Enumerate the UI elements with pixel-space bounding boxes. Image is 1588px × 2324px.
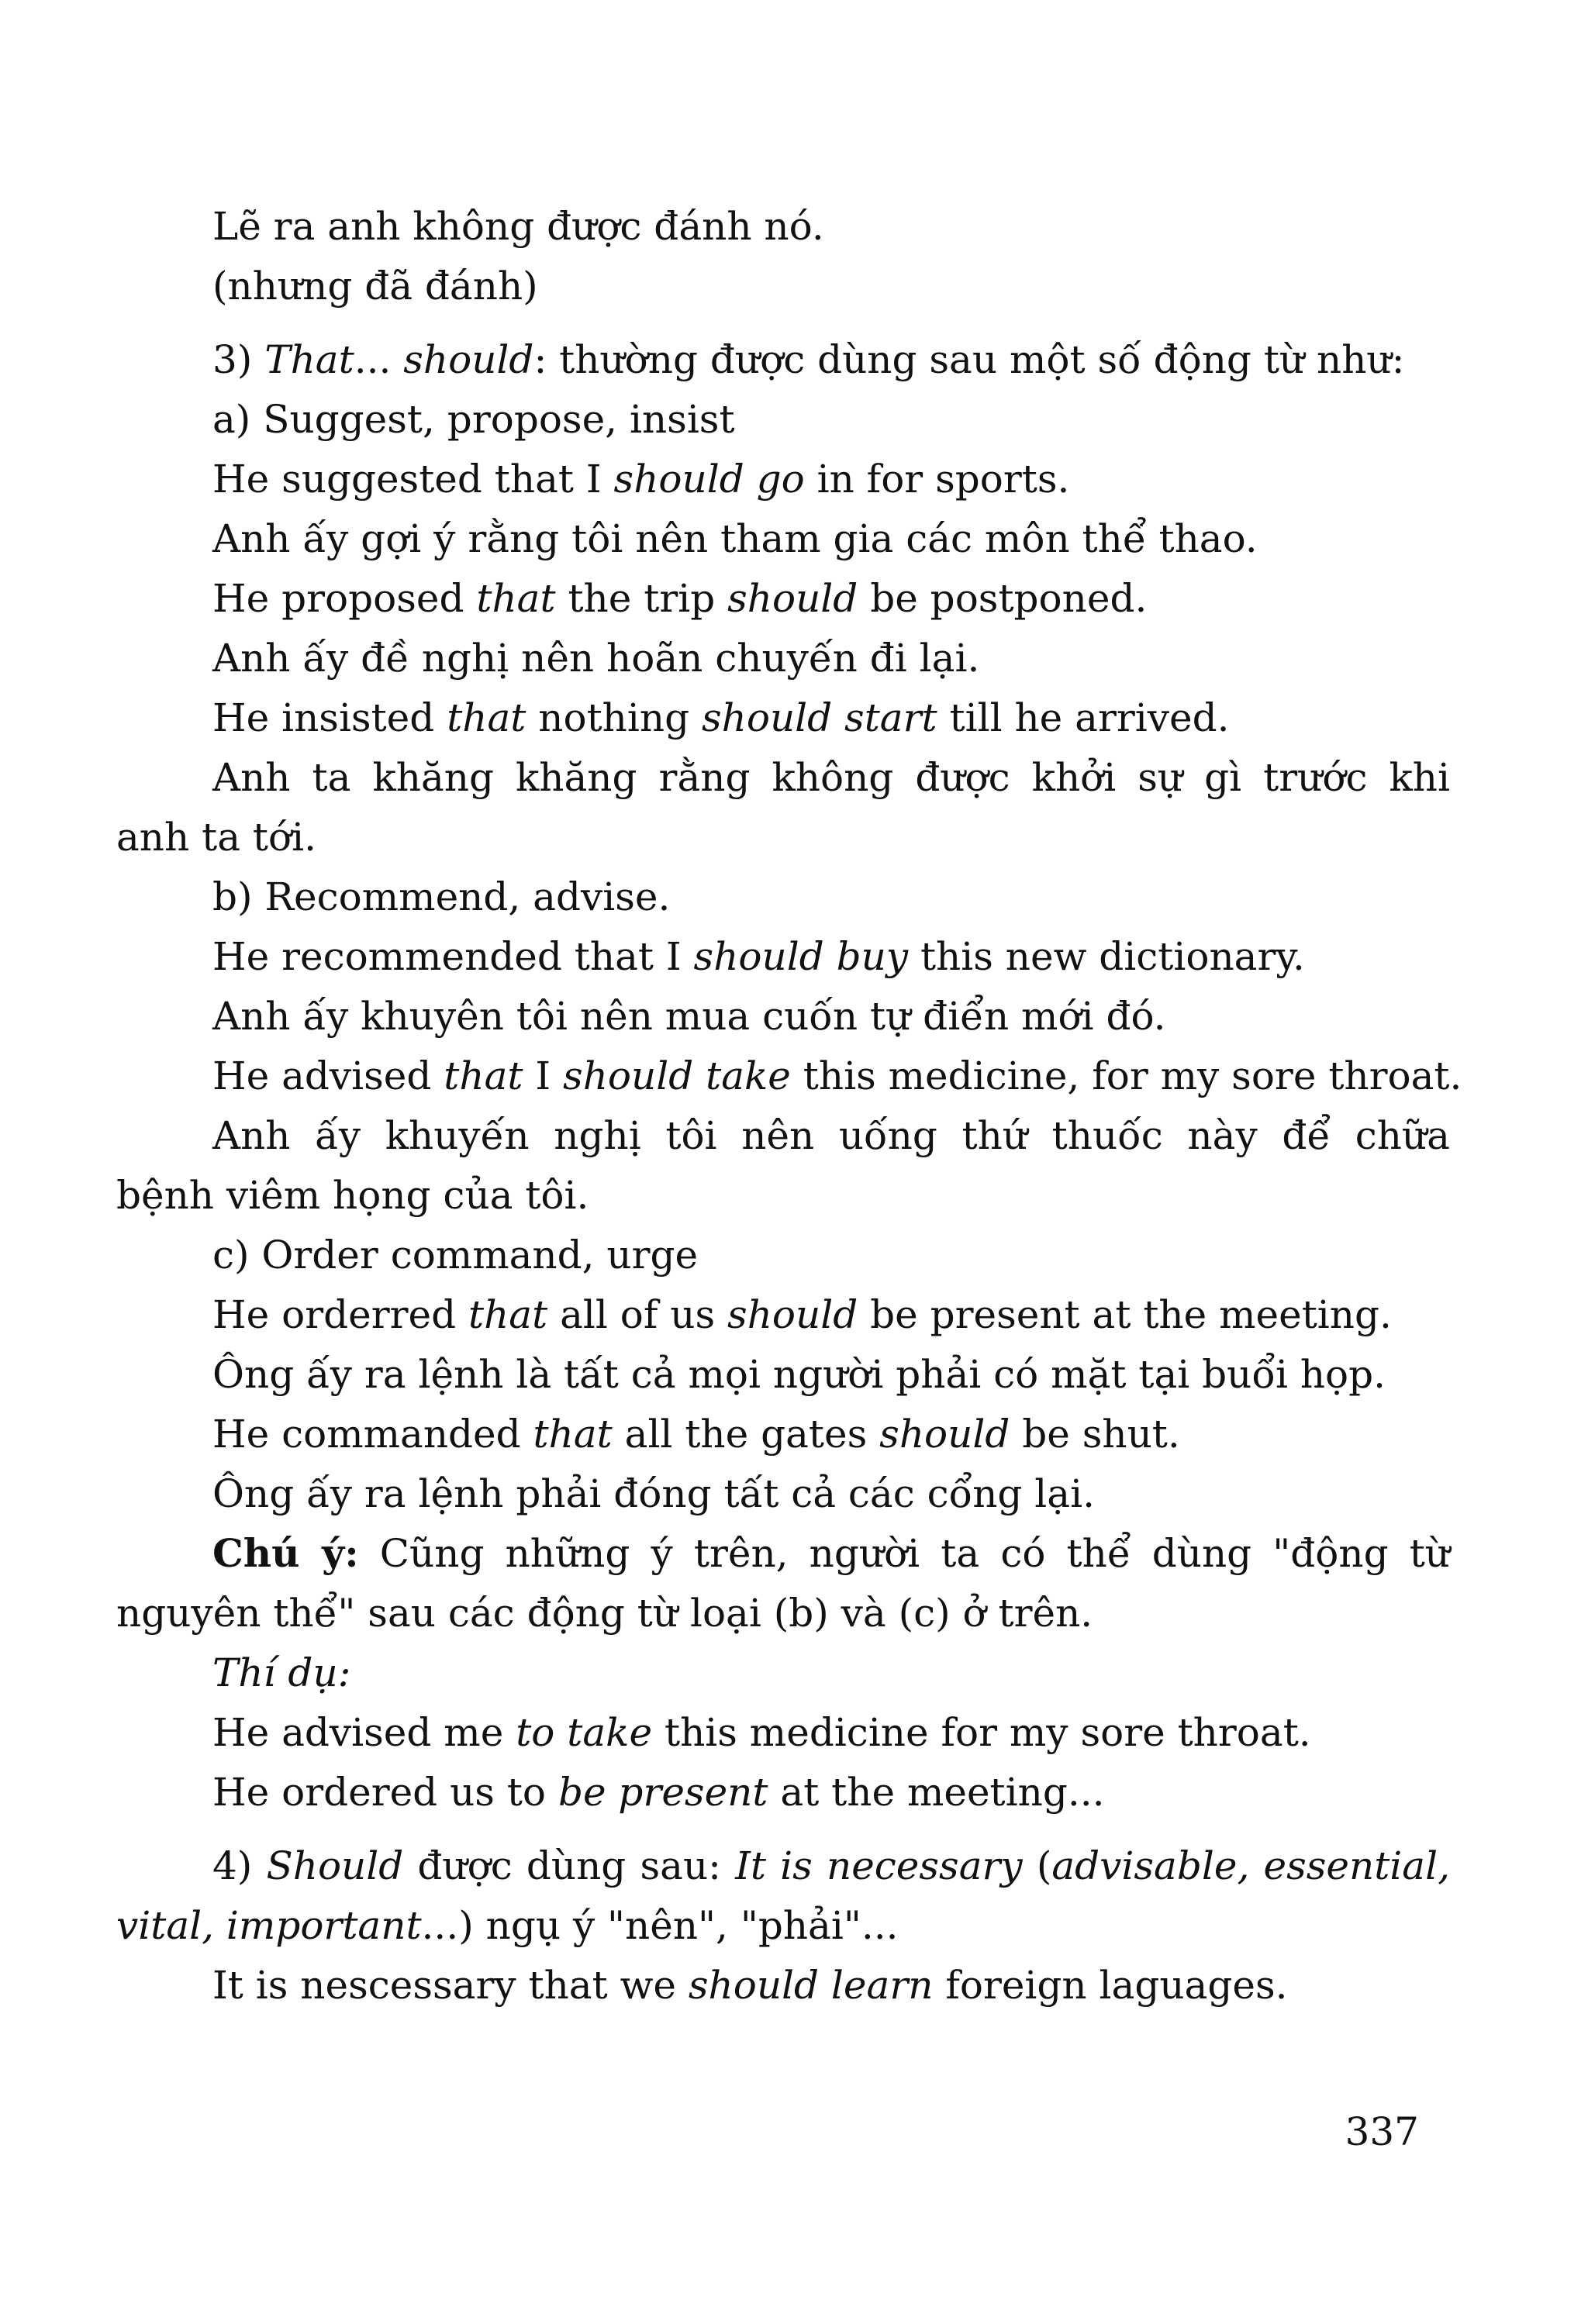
example-line xyxy=(116,1051,1462,1111)
text-span: He insisted xyxy=(212,695,447,740)
text-span: : thường được dùng sau một số động từ như: xyxy=(533,337,1405,382)
italic-term: that xyxy=(476,576,556,621)
example-label xyxy=(116,1648,1450,1708)
translation-line-cont xyxy=(116,1171,1450,1230)
text-span: the trip xyxy=(555,576,728,621)
text-span: It is nescessary that we xyxy=(212,1963,689,2008)
text-span: Anh ấy đề nghị nên hoãn chuyến đi lại. xyxy=(212,636,980,681)
text-span: c) Order command, urge xyxy=(212,1233,699,1278)
page-number: 337 xyxy=(1345,2109,1419,2154)
section-heading-3 xyxy=(116,335,1450,395)
text-span: ( xyxy=(1022,1843,1052,1888)
note-line-cont xyxy=(116,1588,1450,1648)
translation-line-cont xyxy=(116,812,1450,872)
italic-term: that xyxy=(533,1412,613,1457)
text-span: all of us xyxy=(547,1292,728,1337)
text-span: be shut. xyxy=(1010,1412,1180,1457)
subsection-b xyxy=(116,872,1450,932)
italic-term: to take xyxy=(516,1710,653,1755)
example-line xyxy=(116,932,1450,991)
text-span: bệnh viêm họng của tôi. xyxy=(116,1173,589,1218)
example-line xyxy=(116,1708,1450,1767)
text-span: Anh ta khăng khăng rằng không được khởi sự gì trước khi xyxy=(212,755,1450,800)
text-span: Anh ấy khuyến nghị tôi nên uống thứ thuốc này để chữa xyxy=(212,1113,1450,1158)
note-line xyxy=(116,1529,1450,1588)
translation-line xyxy=(116,1469,1450,1529)
text-span: Anh ấy khuyên tôi nên mua cuốn tự điển mới đó. xyxy=(212,994,1166,1039)
italic-term: be present xyxy=(558,1770,768,1815)
example-line xyxy=(116,1290,1450,1350)
example-line xyxy=(116,574,1450,633)
text-line xyxy=(116,202,1450,261)
italic-term: should go xyxy=(613,457,805,502)
italic-term: should xyxy=(403,337,534,382)
text-span: foreign laguages. xyxy=(933,1963,1288,2008)
translation-line xyxy=(116,514,1450,574)
italic-term: Thí dụ: xyxy=(212,1650,351,1695)
text-span: He suggested that I xyxy=(212,457,614,502)
section-heading-4-cont xyxy=(116,1901,1450,1960)
text-span: anh ta tới. xyxy=(116,815,316,860)
text-line xyxy=(116,261,1450,321)
example-line xyxy=(116,454,1450,514)
text-span: be present at the meeting. xyxy=(858,1292,1392,1337)
italic-term: that xyxy=(468,1292,548,1337)
text-span: a) Suggest, propose, insist xyxy=(212,397,735,442)
italic-term: should xyxy=(879,1412,1010,1457)
example-line xyxy=(116,1960,1450,2020)
text-span: được dùng sau: xyxy=(403,1843,736,1888)
italic-term: should xyxy=(727,576,858,621)
italic-term: should buy xyxy=(693,934,909,979)
body-text xyxy=(116,202,1462,2020)
text-span: He proposed xyxy=(212,576,477,621)
text-span: Lẽ ra anh không được đánh nó. xyxy=(212,204,824,249)
translation-line xyxy=(116,1350,1450,1409)
italic-term: should start xyxy=(701,695,937,740)
italic-term: advisable, essential, xyxy=(1051,1843,1450,1888)
text-span: I xyxy=(523,1053,564,1098)
text-span: ...) ngụ ý "nên", "phải"... xyxy=(421,1903,899,1948)
example-line xyxy=(116,1409,1450,1469)
text-span: this medicine for my sore throat. xyxy=(652,1710,1311,1755)
text-span: He commanded xyxy=(212,1412,533,1457)
example-line xyxy=(116,1767,1450,1827)
note-label: Chú ý: xyxy=(212,1530,359,1576)
text-span: He advised xyxy=(212,1053,444,1098)
text-span: He orderred xyxy=(212,1292,468,1337)
text-span: Ông ấy ra lệnh là tất cả mọi người phải có mặt tại buổi họp. xyxy=(212,1352,1386,1397)
text-span: nguyên thể" sau các động từ loại (b) và (c) ở trên. xyxy=(116,1591,1093,1636)
subsection-a xyxy=(116,395,1450,454)
italic-term: that xyxy=(444,1053,523,1098)
text-span: till he arrived. xyxy=(937,695,1230,740)
text-span: all the gates xyxy=(612,1412,880,1457)
example-line xyxy=(116,693,1450,753)
text-span: b) Recommend, advise. xyxy=(212,874,671,919)
translation-line xyxy=(116,1111,1450,1171)
text-span: He advised me xyxy=(212,1710,516,1755)
text-span: at the meeting... xyxy=(768,1770,1105,1815)
italic-term: It is necessary xyxy=(735,1843,1023,1888)
text-span: this new dictionary. xyxy=(908,934,1305,979)
italic-term: Should xyxy=(266,1843,404,1888)
italic-term: That xyxy=(264,337,354,382)
text-span: Anh ấy gợi ý rằng tôi nên tham gia các môn thể thao. xyxy=(212,516,1258,561)
italic-term: vital, important xyxy=(116,1903,422,1948)
text-span: He ordered us to xyxy=(212,1770,558,1815)
text-span: be postponed. xyxy=(858,576,1148,621)
text-span: Cũng những ý trên, người ta có thể dùng "động từ xyxy=(358,1531,1451,1576)
text-span: nothing xyxy=(526,695,702,740)
text-span: 3) xyxy=(212,337,265,382)
text-span: ... xyxy=(354,337,404,382)
italic-term: should learn xyxy=(688,1963,934,2008)
italic-term: should take xyxy=(563,1053,791,1098)
text-span: in for sports. xyxy=(804,457,1070,502)
translation-line xyxy=(116,991,1450,1051)
text-span: this medicine, for my sore throat. xyxy=(790,1053,1462,1098)
italic-term: that xyxy=(447,695,526,740)
subsection-c xyxy=(116,1230,1450,1290)
translation-line xyxy=(116,633,1450,693)
text-span: Ông ấy ra lệnh phải đóng tất cả các cổng lại. xyxy=(212,1471,1095,1516)
section-heading-4 xyxy=(116,1841,1450,1901)
text-span: 4) xyxy=(212,1843,267,1888)
italic-term: should xyxy=(727,1292,858,1337)
text-span: (nhưng đã đánh) xyxy=(212,264,538,309)
text-span: He recommended that I xyxy=(212,934,694,979)
translation-line xyxy=(116,753,1450,812)
